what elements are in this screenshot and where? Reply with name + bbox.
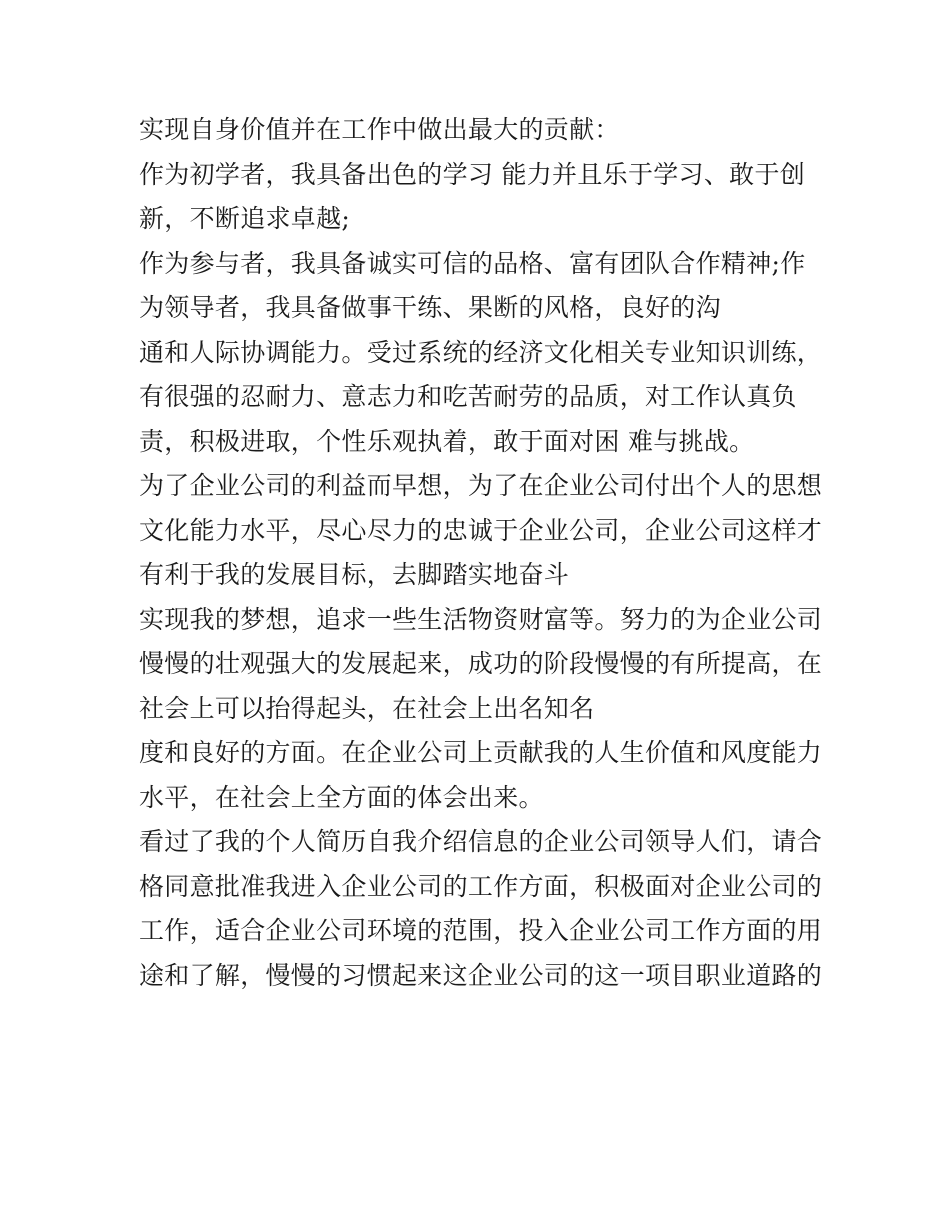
text-line: 看过了我的个人简历自我介绍信息的企业公司领导人们，请合 [139, 827, 823, 856]
text-line: 为领导者，我具备做事干练、果断的风格，良好的沟 [139, 293, 721, 322]
text-line: 作为初学者，我具备出色的学习 能力并且乐于学习、敢于创 [139, 159, 806, 189]
text-line: 有利于我的发展目标，去脚踏实地奋斗 [139, 560, 570, 589]
text-line: 通和人际协调能力。受过系统的经济文化相关专业知识训练， [139, 337, 823, 367]
text-line: 有很强的忍耐力、意志力和吃苦耐劳的品质，对工作认真负 [139, 382, 797, 411]
text-line: 为了企业公司的利益而早想，为了在企业公司付出个人的思想 [139, 471, 823, 500]
text-line: 慢慢的壮观强大的发展起来，成功的阶段慢慢的有所提高，在 [139, 649, 823, 678]
text-line: 作为参与者，我具备诚实可信的品格、富有团队合作精神;作 [139, 248, 806, 278]
text-line: 责，积极进取，个性乐观执着，敢于面对困 难与挑战。 [139, 426, 755, 456]
text-line: 社会上可以抬得起头，在社会上出名知名 [139, 693, 595, 723]
text-line: 文化能力水平，尽心尽力的忠诚于企业公司，企业公司这样才 [139, 515, 823, 545]
document-body [139, 108, 829, 998]
text-line: 工作，适合企业公司环境的范围，投入企业公司工作方面的用 [139, 916, 823, 945]
text-line: 途和了解，慢慢的习惯起来这企业公司的这一项目职业道路的 [139, 960, 823, 990]
text-line: 实现我的梦想，追求一些生活物资财富等。努力的为企业公司 [139, 604, 823, 634]
text-line: 实现自身价值并在工作中做出最大的贡献： [139, 115, 620, 144]
text-line: 度和良好的方面。在企业公司上贡献我的人生价值和风度能力 [139, 738, 823, 767]
text-line: 新，不断追求卓越; [139, 204, 351, 233]
text-line: 水平，在社会上全方面的体会出来。 [139, 782, 544, 812]
text-line: 格同意批准我进入企业公司的工作方面，积极面对企业公司的 [139, 871, 823, 901]
